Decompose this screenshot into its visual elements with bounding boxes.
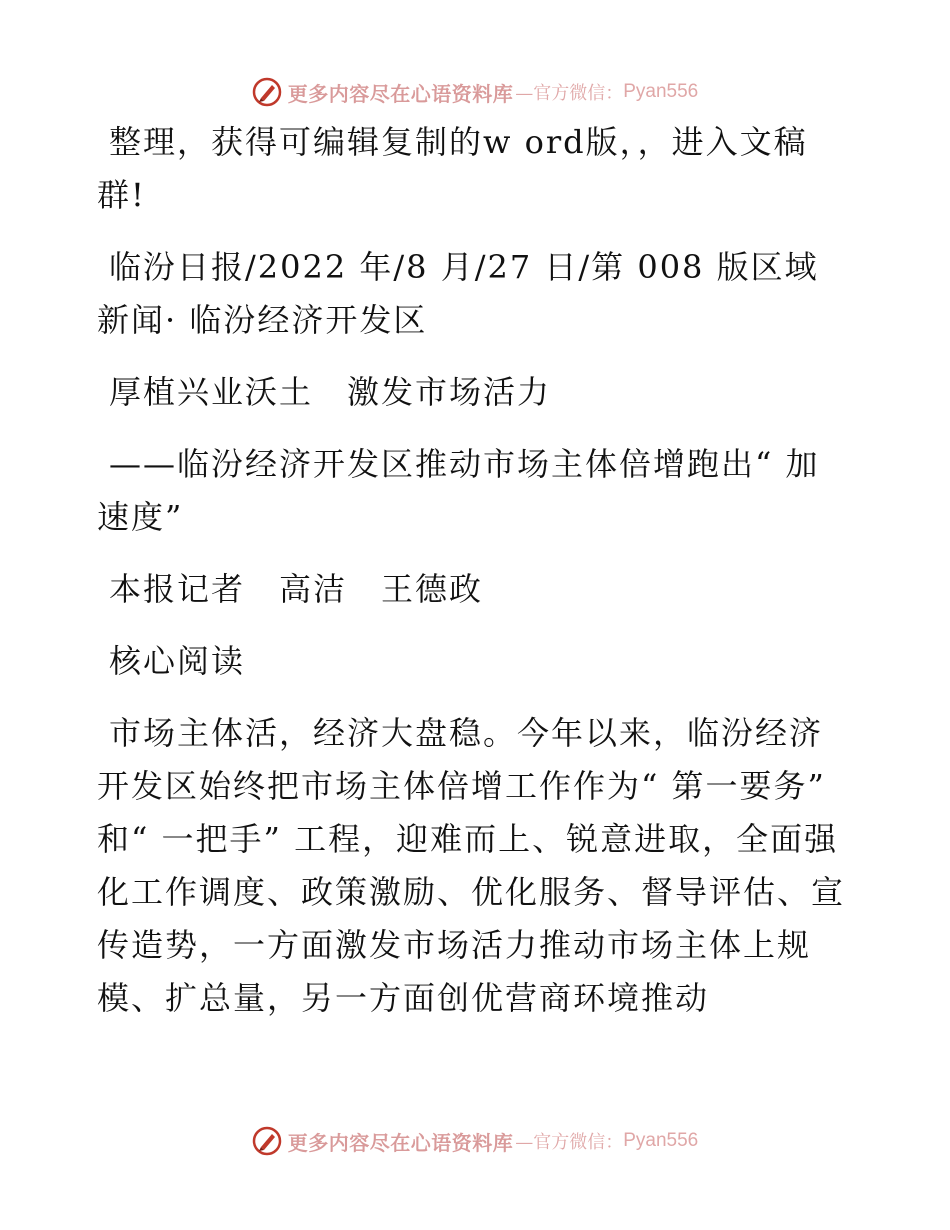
footer-banner xyxy=(0,1121,950,1161)
document-body xyxy=(97,116,852,1025)
byline: 本报记者 高洁 王德政 xyxy=(109,570,484,608)
pen-logo-icon xyxy=(252,1126,282,1156)
header-wechat-id: Pyan556 xyxy=(623,81,699,102)
subheadline: ——临汾经济开发区推动市场主体倍增跑出“ 加速度” xyxy=(97,445,820,536)
footer-official-label: —官方微信： xyxy=(515,1132,624,1153)
header-banner-text: 更多内容尽在心语资料库 xyxy=(287,81,514,106)
source-line: 临汾日报/2022 年/8 月/27 日/第 008 版区域新闻· 临汾经济开发区 xyxy=(97,248,819,339)
footer-wechat-id: Pyan556 xyxy=(623,1130,699,1151)
headline: 厚植兴业沃土 激发市场活力 xyxy=(109,373,552,411)
intro-paragraph: 整理，获得可编辑复制的w ord版，，进入文稿群! xyxy=(97,123,808,214)
footer-banner-text: 更多内容尽在心语资料库 xyxy=(287,1130,514,1155)
body-paragraph: 市场主体活，经济大盘稳。今年以来，临汾经济开发区始终把市场主体倍增工作作为“ 第一要务” 和“ 一把手” 工程，迎难而上、锐意进取，全面强化工作调度、政策激励、优化服务、督导评估、宣传造势，一方面激发市场活力推动市场主体上规模、扩总量，另一方面创优营商环境推动 xyxy=(97,714,846,1017)
section-label: 核心阅读 xyxy=(109,642,246,680)
header-banner xyxy=(0,72,950,112)
header-official-label: —官方微信： xyxy=(515,83,624,104)
pen-logo-icon xyxy=(252,77,282,107)
